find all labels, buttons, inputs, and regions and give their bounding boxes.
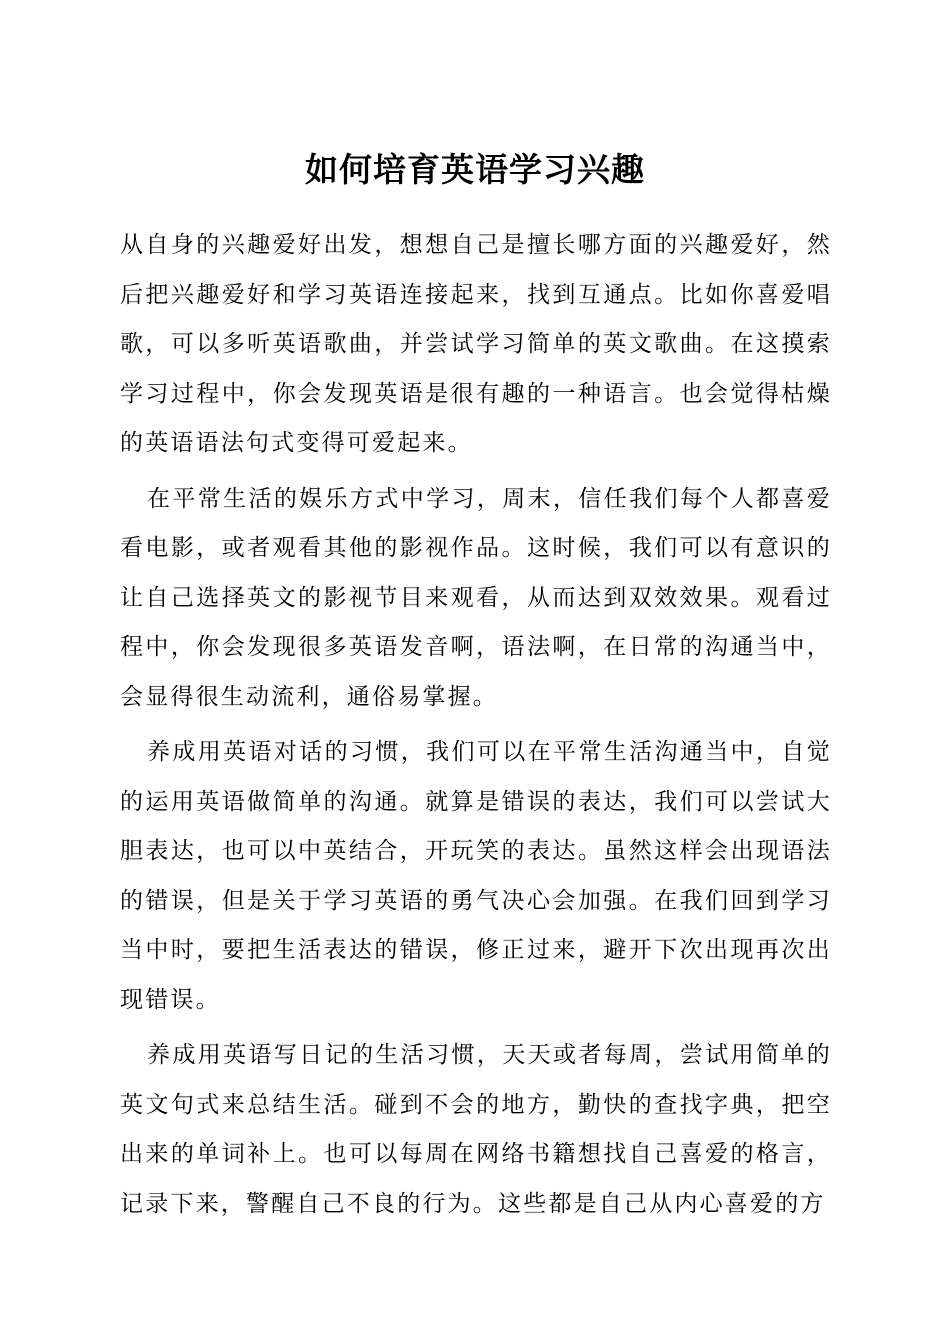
paragraph-3: 养成用英语对话的习惯，我们可以在平常生活沟通当中，自觉的运用英语做简单的沟通。就算是错误的表达，我们可以尝试大胆表达，也可以中英结合，开玩笑的表达。虽然这样会出现语法的错误，但是关于学习英语的勇气决心会加强。在我们回到学习当中时，要把生活表达的错误，修正过来，避开下次出现再次出现错误。 [120,739,832,1013]
document-body [120,221,832,1235]
paragraph-2: 在平常生活的娱乐方式中学习，周末，信任我们每个人都喜爱看电影，或者观看其他的影视作品。这时候，我们可以有意识的让自己选择英文的影视节目来观看，从而达到双效效果。观看过程中，你会发现很多英语发音啊，语法啊，在日常的沟通当中，会显得很生动流利，通俗易掌握。 [120,485,832,710]
paragraph-1: 从自身的兴趣爱好出发，想想自己是擅长哪方面的兴趣爱好，然后把兴趣爱好和学习英语连接起来，找到互通点。比如你喜爱唱歌，可以多听英语歌曲，并尝试学习简单的英文歌曲。在这摸索学习过程中，你会发现英语是很有趣的一种语言。也会觉得枯燥的英语语法句式变得可爱起来。 [120,232,832,456]
paragraph-4: 养成用英语写日记的生活习惯，天天或者每周，尝试用简单的英文句式来总结生活。碰到不会的地方，勤快的查找字典，把空出来的单词补上。也可以每周在网络书籍想找自己喜爱的格言，记录下来，警醒自己不良的行为。这些都是自己从内心喜爱的方 [120,1042,832,1217]
document-title: 如何培育英语学习兴趣 [305,150,645,189]
